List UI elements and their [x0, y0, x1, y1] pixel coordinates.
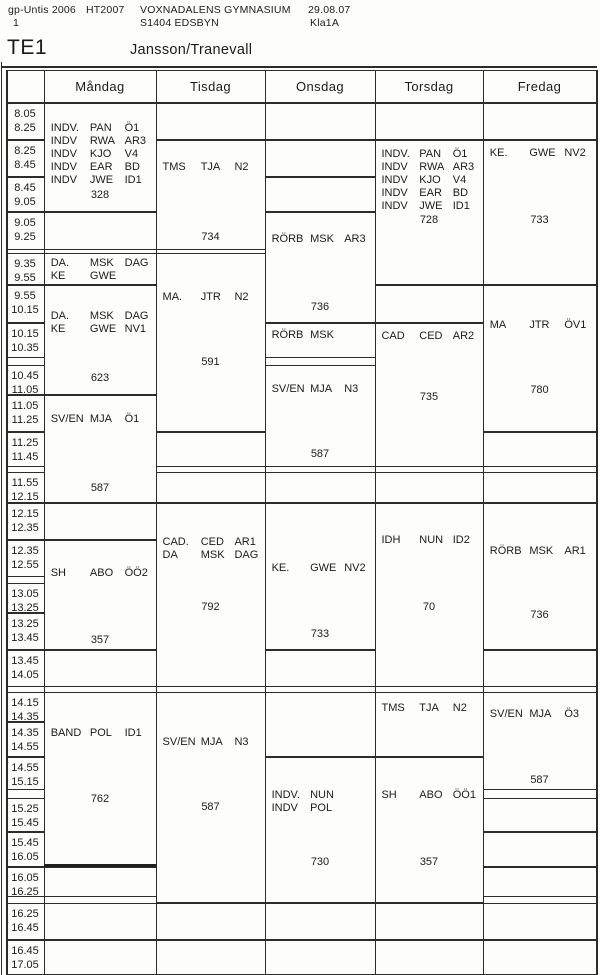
lesson-cell [265, 757, 375, 903]
group-code: Ö1 [124, 413, 140, 425]
teacher-code: PAN [419, 148, 442, 160]
time-label: 15.45 [11, 817, 39, 829]
time-label: 11.05 [11, 384, 39, 396]
subject-code: INDV [50, 135, 77, 147]
class-name: Kla1A [310, 17, 340, 29]
time-cell [6, 692, 44, 722]
empty-cell [483, 867, 596, 897]
time-label: 12.35 [11, 522, 39, 534]
group-code: AR2 [452, 330, 475, 342]
group-code: DAG [124, 310, 149, 322]
time-label: 10.45 [11, 370, 39, 382]
time-label: 13.25 [11, 602, 39, 614]
time-label: 12.35 [11, 545, 39, 557]
group-code: ID2 [452, 534, 470, 546]
empty-cell [44, 867, 156, 897]
lesson-cell [375, 757, 483, 903]
room-number: 736 [310, 301, 330, 313]
group-code: BD [452, 187, 469, 199]
time-label: 9.35 [14, 258, 36, 270]
lesson-cell [375, 323, 483, 467]
group-code: AR3 [124, 135, 147, 147]
column-separator [596, 70, 598, 975]
time-label: 14.35 [11, 727, 39, 739]
empty-cell [483, 650, 596, 687]
room-number: 792 [201, 601, 220, 613]
time-label: 8.25 [14, 122, 36, 134]
lesson-text [265, 562, 375, 575]
teacher-code: GWE [310, 562, 337, 574]
time-label: 15.45 [11, 837, 39, 849]
subject-code: SV/EN [162, 736, 196, 748]
lesson-text [44, 413, 156, 426]
empty-cell [156, 103, 265, 140]
day-header-label: Fredag [517, 79, 562, 94]
lesson-cell [156, 503, 265, 687]
empty-cell [44, 650, 156, 687]
time-label: 10.35 [11, 342, 39, 354]
teacher-code: KJO [419, 174, 441, 186]
time-label: 9.05 [14, 217, 36, 229]
teacher-code: JTR [529, 319, 550, 331]
subject-code: DA [162, 549, 178, 561]
empty-cell [44, 940, 156, 975]
group-code: N3 [344, 383, 359, 395]
time-label: 9.55 [14, 272, 36, 284]
subject-code: INDV. [271, 789, 300, 801]
empty-cell [265, 692, 375, 757]
subject-code: KE [50, 323, 66, 335]
timetable-id: TE1 [7, 36, 48, 59]
room-number: 357 [90, 634, 110, 646]
room-number: 591 [201, 356, 220, 368]
subject-code: SV/EN [489, 708, 523, 720]
teacher-code: POL [89, 727, 112, 739]
group-code: N2 [452, 702, 467, 714]
room-number: 733 [310, 628, 330, 640]
subject-code: CAD. [162, 536, 189, 548]
time-cell [6, 503, 44, 540]
teacher-code: MSK [200, 549, 225, 561]
room-number: 623 [90, 372, 110, 384]
lesson-text [156, 736, 265, 749]
lesson-cell [44, 285, 156, 395]
subject-code: IDH [381, 534, 401, 546]
time-cell [6, 253, 44, 285]
lesson-text [156, 291, 265, 304]
group-code: NV2 [344, 562, 366, 574]
empty-cell [265, 140, 375, 177]
subject-code: INDV [381, 174, 408, 186]
time-label: 9.55 [14, 290, 36, 302]
teacher-code: GWE [89, 270, 117, 282]
group-code: DAG [124, 257, 149, 269]
lesson-text [483, 147, 596, 160]
teacher-code: RWA [89, 135, 115, 147]
time-label: 14.05 [11, 669, 39, 681]
lesson-text [483, 319, 596, 332]
subject-code: INDV [271, 802, 298, 814]
empty-cell [265, 940, 375, 975]
room-number: 328 [90, 189, 110, 201]
empty-cell [44, 212, 156, 250]
group-code: AR3 [452, 161, 475, 173]
lesson-text [44, 310, 156, 336]
time-label: 14.15 [11, 697, 39, 709]
time-cell [6, 140, 44, 177]
empty-cell [265, 903, 375, 940]
empty-cell [375, 903, 483, 940]
teacher-code: CED [419, 330, 443, 342]
room-number: 70 [422, 601, 436, 613]
lesson-cell [156, 140, 265, 250]
time-cell [6, 832, 44, 867]
time-label: 9.05 [14, 196, 36, 208]
subject-code: DA. [50, 257, 70, 269]
teacher-code: NUN [419, 534, 444, 546]
lesson-cell [156, 253, 265, 432]
subject-code: INDV. [50, 122, 80, 134]
lesson-text [375, 330, 483, 343]
teacher-code: TJA [200, 161, 221, 173]
subject-code: KE [50, 270, 66, 282]
time-label: 16.45 [11, 945, 39, 957]
teacher-code: JWE [89, 174, 114, 186]
empty-cell [265, 472, 375, 503]
time-cell [6, 650, 44, 687]
room-number: 733 [530, 214, 549, 226]
lesson-cell [44, 692, 156, 867]
room-number: 587 [201, 801, 220, 813]
empty-cell [156, 940, 265, 975]
group-code: ID1 [124, 174, 142, 186]
group-code: Ö3 [564, 708, 580, 720]
group-code: DAG [234, 549, 259, 561]
lesson-text [483, 708, 596, 721]
time-label: 8.05 [14, 108, 36, 120]
time-cell [6, 903, 44, 940]
school-name: VOXNADALENS GYMNASIUM [140, 4, 291, 16]
teacher-code: MJA [310, 383, 333, 395]
time-cell [6, 798, 44, 832]
subject-code: RÖRB [271, 233, 304, 245]
time-cell [6, 432, 44, 467]
lesson-text [265, 233, 375, 246]
timetable-teachers: Jansson/Tranevall [130, 42, 253, 58]
subject-code: INDV [381, 187, 408, 199]
group-code: ID1 [452, 200, 470, 212]
empty-cell [156, 432, 265, 467]
time-label: 10.15 [11, 328, 39, 340]
empty-cell [483, 940, 596, 975]
room-number: 730 [310, 856, 330, 868]
empty-cell [44, 503, 156, 540]
teacher-code: JWE [419, 200, 443, 212]
subject-code: INDV. [381, 148, 410, 160]
time-label: 12.15 [11, 491, 39, 503]
group-code: AR1 [564, 545, 586, 557]
room-number: 780 [530, 384, 549, 396]
teacher-code: MSK [89, 310, 114, 322]
time-cell [6, 103, 44, 140]
day-header-1 [44, 70, 156, 103]
lesson-cell [375, 692, 483, 757]
lesson-cell [483, 692, 596, 790]
group-code: V4 [452, 174, 467, 186]
empty-cell [483, 832, 596, 867]
lesson-cell [44, 395, 156, 503]
teacher-code: MSK [89, 257, 114, 269]
teacher-code: KJO [89, 148, 112, 160]
teacher-code: TJA [419, 702, 439, 714]
subject-code: KE. [489, 147, 508, 159]
time-label: 16.05 [11, 872, 39, 884]
time-label: 9.25 [14, 231, 36, 243]
time-label: 11.25 [11, 437, 39, 449]
group-code: ID1 [124, 727, 142, 739]
time-label: 10.15 [11, 304, 39, 316]
lesson-cell [265, 212, 375, 323]
room-number: 735 [419, 391, 439, 403]
subject-code: DA. [50, 310, 70, 322]
subject-code: SH [381, 789, 397, 801]
empty-cell [375, 285, 483, 323]
lesson-text [44, 257, 156, 283]
time-label: 12.15 [11, 508, 39, 520]
term-label: HT2007 [86, 4, 125, 16]
app-name: gp-Untis 2006 [8, 4, 76, 16]
time-label: 11.25 [11, 414, 39, 426]
time-label: 11.05 [11, 400, 39, 412]
time-cell [6, 867, 44, 897]
day-header-5 [483, 70, 596, 103]
time-cell [6, 395, 44, 432]
teacher-code: MJA [89, 413, 112, 425]
room-number: 762 [90, 793, 110, 805]
teacher-code: GWE [529, 147, 556, 159]
time-label: 8.45 [14, 182, 36, 194]
empty-cell [265, 103, 375, 140]
empty-cell [483, 432, 596, 467]
subject-code: RÖRB [489, 545, 522, 557]
time-label: 16.05 [11, 851, 39, 863]
subject-code: CAD [381, 330, 405, 342]
time-label: 17.05 [11, 959, 39, 971]
subject-code: INDV [381, 200, 408, 212]
empty-cell [265, 177, 375, 212]
lesson-cell [483, 140, 596, 285]
time-label: 11.45 [11, 451, 39, 463]
lesson-text [375, 534, 483, 547]
group-code: N2 [234, 291, 249, 303]
time-label: 13.05 [11, 588, 39, 600]
day-header-label: Måndag [75, 79, 125, 94]
empty-cell [156, 903, 265, 940]
lesson-text [265, 383, 375, 396]
empty-cell [483, 103, 596, 140]
teacher-code: EAR [419, 187, 442, 199]
lesson-cell [44, 253, 156, 285]
empty-cell [156, 472, 265, 503]
empty-cell [375, 103, 483, 140]
empty-cell [483, 903, 596, 940]
room-number: 728 [419, 214, 439, 226]
lesson-text [44, 122, 156, 187]
group-code: AR3 [344, 233, 366, 245]
teacher-code: MSK [310, 233, 334, 245]
subject-code: RÖRB [271, 329, 304, 341]
room-number: 734 [201, 231, 220, 243]
lesson-text [156, 536, 265, 562]
lesson-cell [375, 140, 483, 285]
lesson-text [44, 727, 156, 740]
teacher-code: MJA [529, 708, 552, 720]
subject-code: BAND [50, 727, 82, 739]
subject-code: MA [489, 319, 507, 331]
subject-code: INDV [50, 174, 77, 186]
empty-cell [44, 903, 156, 940]
lesson-text [156, 161, 265, 174]
empty-cell [483, 472, 596, 503]
room-number: 587 [90, 482, 110, 494]
lesson-text [375, 789, 483, 802]
teacher-code: GWE [89, 323, 117, 335]
teacher-code: CED [200, 536, 224, 548]
lesson-cell [44, 103, 156, 212]
time-label: 13.25 [11, 618, 39, 630]
time-cell [6, 940, 44, 975]
subject-code: TMS [162, 161, 186, 173]
teacher-code: POL [310, 802, 333, 814]
subject-code: SH [50, 567, 66, 579]
lesson-text [265, 329, 375, 342]
time-label: 16.25 [11, 908, 39, 920]
time-cell [6, 472, 44, 503]
group-code: NV2 [564, 147, 586, 159]
day-header-label: Tisdag [190, 79, 231, 94]
time-label: 15.25 [11, 803, 39, 815]
group-code: AR1 [234, 536, 256, 548]
empty-cell [375, 472, 483, 503]
time-cell [6, 583, 44, 613]
day-header-label: Torsdag [404, 79, 454, 94]
time-label: 16.45 [11, 922, 39, 934]
page-number: 1 [13, 17, 20, 29]
print-date: 29.08.07 [308, 4, 351, 16]
lesson-text [44, 567, 156, 580]
room-number: 357 [419, 856, 439, 868]
teacher-code: JTR [200, 291, 221, 303]
lesson-cell [265, 365, 375, 467]
group-code: ÖV1 [564, 319, 587, 331]
time-cell [6, 323, 44, 358]
lesson-text [375, 148, 483, 213]
empty-cell [265, 650, 375, 687]
group-code: N3 [234, 736, 249, 748]
room-number: 736 [530, 609, 549, 621]
teacher-code: ABO [419, 789, 443, 801]
room-number: 587 [530, 774, 549, 786]
time-cell [6, 722, 44, 757]
time-cell [6, 177, 44, 212]
teacher-code: NUN [310, 789, 334, 801]
time-label: 14.55 [11, 741, 39, 753]
lesson-text [483, 545, 596, 558]
time-cell [6, 285, 44, 323]
subject-code: INDV [381, 161, 408, 173]
time-label: 12.55 [11, 559, 39, 571]
group-code: ÖÖ1 [452, 789, 476, 801]
time-label: 14.35 [11, 711, 39, 723]
subject-code: KE. [271, 562, 290, 574]
corner-header-cell [6, 70, 44, 103]
day-header-label: Onsdag [296, 79, 344, 94]
group-code: Ö1 [452, 148, 468, 160]
teacher-code: MSK [310, 329, 334, 341]
teacher-code: EAR [89, 161, 113, 173]
time-label: 16.25 [11, 886, 39, 898]
day-header-2 [156, 70, 265, 103]
group-code: NV1 [124, 323, 147, 335]
teacher-code: ABO [89, 567, 114, 579]
subject-code: SV/EN [271, 383, 305, 395]
day-header-4 [375, 70, 483, 103]
time-cell [6, 365, 44, 395]
empty-cell [483, 798, 596, 832]
time-label: 8.25 [14, 145, 36, 157]
teacher-code: MSK [529, 545, 554, 557]
time-label: 8.45 [14, 159, 36, 171]
subject-code: TMS [381, 702, 405, 714]
subject-code: INDV [50, 148, 77, 160]
group-code: BD [124, 161, 140, 173]
time-label: 15.15 [11, 776, 39, 788]
school-code: S1404 EDSBYN [140, 17, 219, 29]
lesson-cell [483, 285, 596, 432]
group-code: V4 [124, 148, 139, 160]
day-header-3 [265, 70, 375, 103]
group-code: Ö1 [124, 122, 140, 134]
room-number: 587 [310, 448, 330, 460]
lesson-cell [156, 692, 265, 903]
time-cell [6, 540, 44, 577]
lesson-cell [265, 503, 375, 650]
subject-code: MA. [162, 291, 183, 303]
lesson-cell [44, 540, 156, 650]
time-label: 13.45 [11, 655, 39, 667]
subject-code: INDV [50, 161, 77, 173]
lesson-text [265, 789, 375, 815]
teacher-code: MJA [200, 736, 223, 748]
time-label: 11.55 [11, 477, 39, 489]
lesson-cell [265, 323, 375, 358]
empty-cell [375, 940, 483, 975]
lesson-cell [483, 503, 596, 650]
time-label: 13.45 [11, 632, 39, 644]
group-code: ÖÖ2 [124, 567, 148, 579]
group-code: N2 [234, 161, 249, 173]
time-cell [6, 212, 44, 250]
teacher-code: RWA [419, 161, 445, 173]
time-label: 14.55 [11, 762, 39, 774]
time-cell [6, 757, 44, 790]
lesson-text [375, 702, 483, 715]
subject-code: SV/EN [50, 413, 84, 425]
time-cell [6, 613, 44, 650]
lesson-cell [375, 503, 483, 687]
teacher-code: PAN [89, 122, 112, 134]
